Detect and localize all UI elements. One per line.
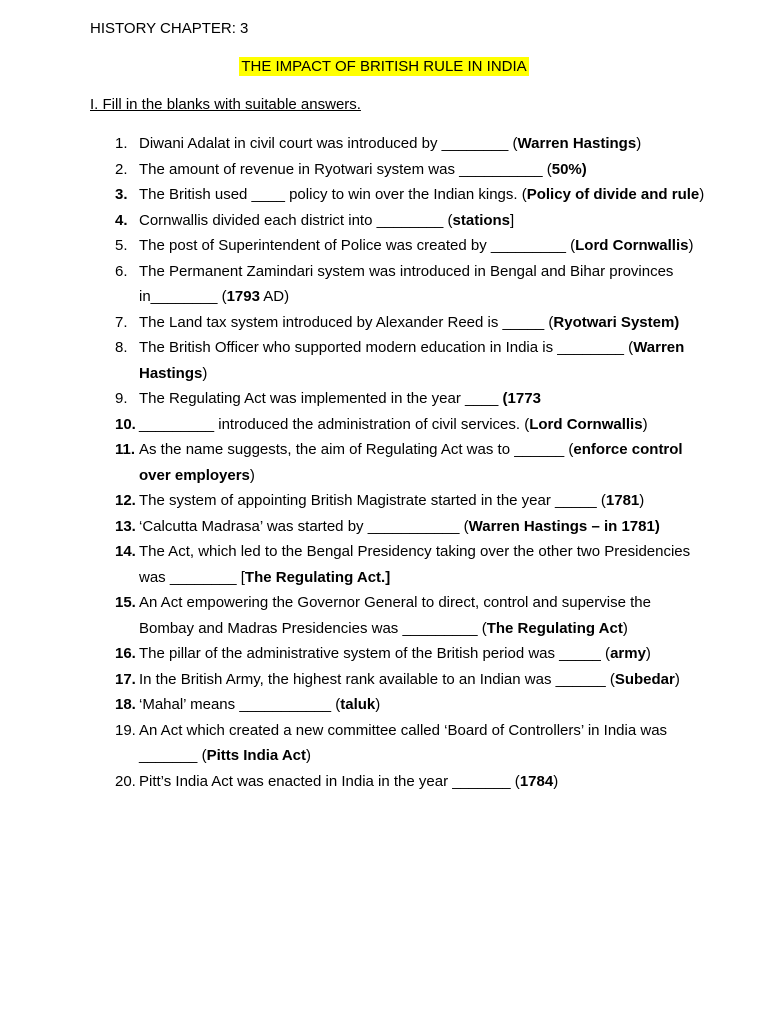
- question-text: The Land tax system introduced by Alexander Reed is _____ (: [139, 313, 554, 331]
- question-text-end: ): [645, 645, 651, 662]
- question-text: The Act, which led to the Bengal Presidency taking over the other two Presidencies was ________ [: [139, 543, 691, 586]
- question-text: As the name suggests, the aim of Regulating Act was to ______ (: [139, 441, 574, 458]
- question-text: In the British Army, the highest rank available to an Indian was ______ (: [139, 670, 615, 688]
- question-item: [0, 386, 768, 412]
- question-number: 6.: [115, 262, 128, 280]
- question-text: ‘Mahal’ means ___________ (: [139, 696, 341, 713]
- question-text-end: ): [642, 415, 648, 433]
- question-item: [0, 769, 768, 795]
- answer-text: (1773: [502, 390, 541, 407]
- answer-text: The Regulating Act: [486, 619, 623, 637]
- answer-text: 1781: [605, 492, 640, 509]
- question-item: [0, 233, 768, 259]
- question-item: [0, 335, 768, 386]
- question-text: The post of Superintendent of Police was created by _________ (: [139, 237, 576, 254]
- answer-text: taluk: [340, 696, 376, 713]
- question-text: An Act empowering the Governor General to direct, control and supervise the Bombay and Madras Presidencies was _________ (: [139, 594, 651, 637]
- answer-text: 1793: [226, 288, 260, 305]
- question-number: 1.: [115, 135, 128, 152]
- section-heading: I. Fill in the blanks with suitable answers.: [90, 96, 361, 113]
- question-text-end: ): [202, 364, 208, 382]
- question-item: [0, 514, 768, 540]
- question-text: The Regulating Act was implemented in the year ____: [139, 390, 503, 407]
- question-number: 3.: [115, 186, 128, 203]
- question-item: [0, 131, 768, 157]
- question-text-end: ): [674, 670, 680, 688]
- question-item: [0, 488, 768, 514]
- answer-text: Warren Hastings – in 1781): [468, 517, 660, 535]
- answer-text: Warren Hastings: [139, 339, 685, 382]
- title-container: [0, 58, 768, 76]
- question-text-end: ): [622, 619, 628, 637]
- answer-text: army: [610, 645, 646, 662]
- question-text: The amount of revenue in Ryotwari system was __________ (: [139, 160, 552, 178]
- question-number: 11.: [115, 441, 136, 458]
- question-number: 4.: [115, 211, 128, 229]
- answer-text: Policy of divide and rule: [526, 186, 700, 203]
- question-text: ‘Calcutta Madrasa’ was started by ___________ (: [139, 517, 469, 535]
- question-item: [0, 182, 768, 208]
- question-text: The Permanent Zamindari system was introduced in Bengal and Bihar provinces in________ (: [139, 262, 674, 305]
- answer-text: Lord Cornwallis: [529, 415, 643, 433]
- question-item: [0, 310, 768, 336]
- chapter-heading: HISTORY CHAPTER: 3: [90, 20, 249, 37]
- question-number: 20.: [115, 772, 136, 790]
- question-number: 14.: [115, 543, 136, 560]
- question-number: 10.: [115, 415, 136, 433]
- question-number: 13.: [115, 517, 136, 535]
- question-text-end: ]: [510, 211, 515, 229]
- question-text: The British used ____ policy to win over the Indian kings. (: [139, 186, 527, 203]
- question-text-end: ): [699, 186, 705, 203]
- answer-text: Lord Cornwallis: [575, 237, 689, 254]
- question-item: [0, 259, 768, 310]
- answer-text: Subedar: [614, 670, 675, 688]
- question-number: 16.: [115, 645, 136, 662]
- question-item: [0, 539, 768, 590]
- question-item: [0, 718, 768, 769]
- answer-text: 50%): [551, 160, 587, 178]
- question-text-end: ): [306, 747, 312, 764]
- question-item: [0, 692, 768, 718]
- question-item: [0, 590, 768, 641]
- answer-text: Pitts India Act: [206, 747, 307, 764]
- question-text: The system of appointing British Magistrate started in the year _____ (: [139, 492, 606, 509]
- question-number: 19.: [115, 721, 136, 739]
- question-item: [0, 667, 768, 693]
- answer-text: stations: [452, 211, 511, 229]
- question-text: Cornwallis divided each district into ________ (: [139, 211, 453, 229]
- question-text: The British Officer who supported modern education in India is ________ (: [139, 339, 634, 356]
- question-text-end: ): [639, 492, 645, 509]
- question-number: 5.: [115, 237, 128, 254]
- question-text: The pillar of the administrative system of the British period was _____ (: [139, 645, 611, 662]
- question-number: 8.: [115, 339, 128, 356]
- question-text-end: ): [249, 466, 255, 484]
- question-text-end: ): [553, 772, 559, 790]
- answer-text: Warren Hastings: [517, 135, 637, 152]
- question-number: 15.: [115, 594, 136, 611]
- answer-text: 1784: [519, 772, 554, 790]
- question-item: [0, 157, 768, 183]
- answer-text: The Regulating Act.]: [244, 568, 391, 586]
- question-number: 9.: [115, 390, 128, 407]
- question-number: 12.: [115, 492, 136, 509]
- question-text: Pitt’s India Act was enacted in India in the year _______ (: [139, 772, 520, 790]
- question-text: An Act which created a new committee called ‘Board of Controllers’ in India was _______ (: [139, 721, 668, 764]
- question-list: [0, 131, 768, 794]
- answer-text: enforce control over employers: [139, 441, 683, 484]
- question-item: [0, 208, 768, 234]
- question-number: 2.: [115, 160, 128, 178]
- question-item: [0, 437, 768, 488]
- answer-text: Ryotwari System): [553, 313, 680, 331]
- question-text: _________ introduced the administration of civil services. (: [139, 415, 530, 433]
- question-number: 7.: [115, 313, 128, 331]
- question-text-end: ): [375, 696, 381, 713]
- document-title: THE IMPACT OF BRITISH RULE IN INDIA: [241, 58, 527, 75]
- question-text-end: ): [636, 135, 642, 152]
- question-item: [0, 641, 768, 667]
- question-number: 17.: [115, 670, 136, 688]
- question-number: 18.: [115, 696, 136, 713]
- question-text-end: AD): [259, 288, 290, 305]
- question-text-end: ): [688, 237, 694, 254]
- question-text: Diwani Adalat in civil court was introduced by ________ (: [139, 135, 518, 152]
- question-item: [0, 412, 768, 438]
